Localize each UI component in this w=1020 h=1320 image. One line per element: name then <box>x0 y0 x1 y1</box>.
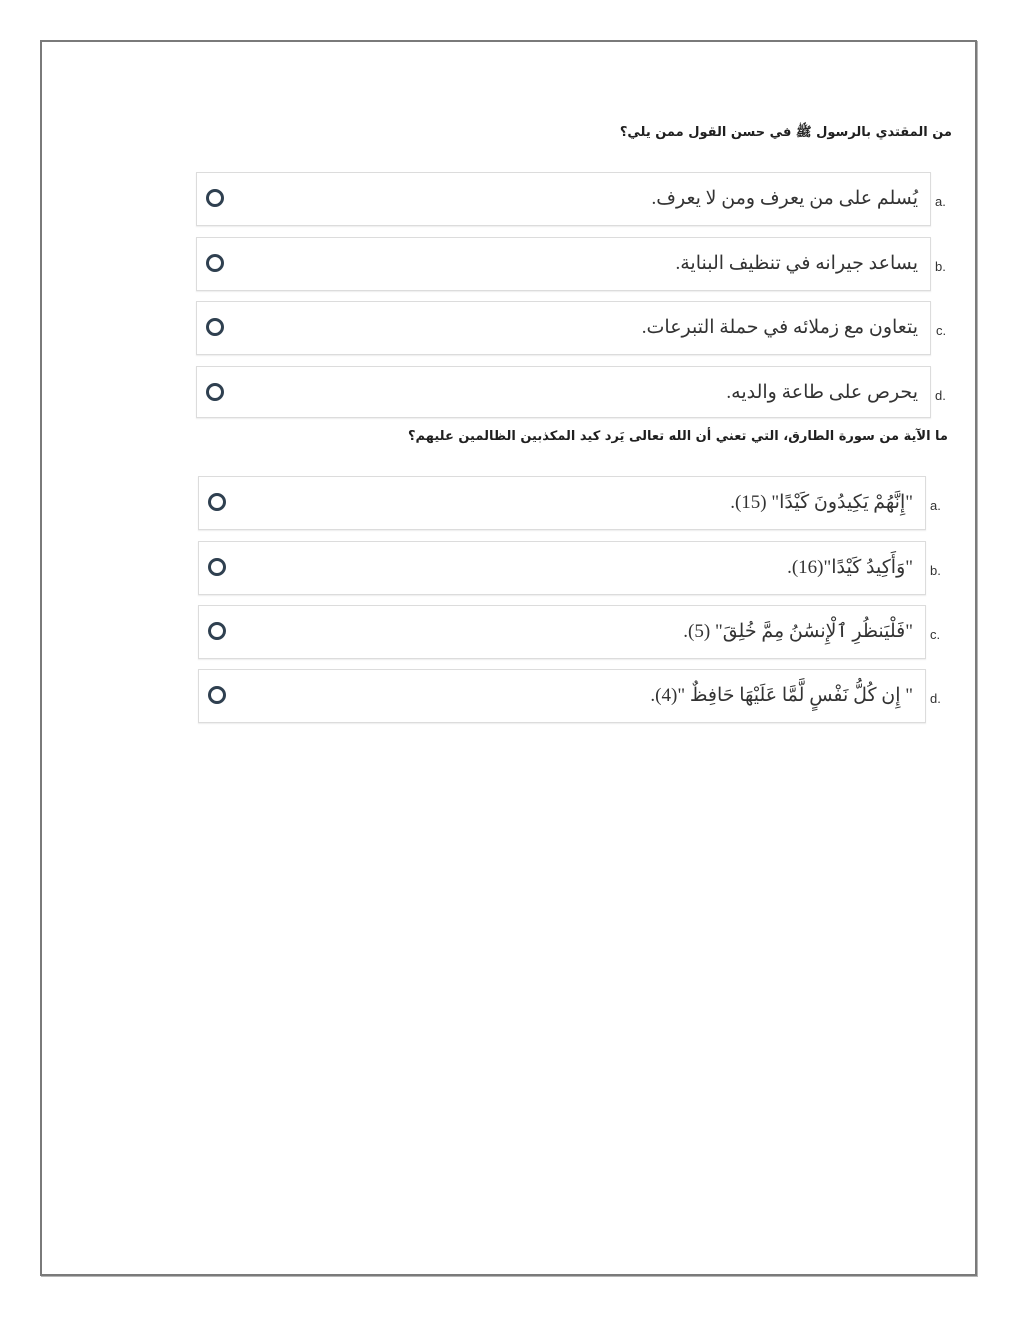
option-text: "إِنَّهُمْ يَكِيدُونَ كَيْدًا" (15). <box>730 492 913 513</box>
option-text: "وَأَكِيدُ كَيْدًا"(16). <box>787 557 913 578</box>
option-letter: b. <box>935 259 946 274</box>
option-text: يتعاون مع زملائه في حملة التبرعات. <box>641 317 918 338</box>
question-1-option-a[interactable] <box>196 172 931 226</box>
option-text: يُسلم على من يعرف ومن لا يعرف. <box>651 188 918 209</box>
question-1-text: من المقتدي بالرسول ﷺ في حسن القول ممن يلي؟ <box>619 125 952 140</box>
question-1-option-d[interactable] <box>196 366 931 418</box>
option-letter: d. <box>935 388 946 403</box>
option-letter: c. <box>936 323 947 338</box>
question-2-option-b[interactable] <box>198 541 926 595</box>
question-2-option-c[interactable] <box>198 605 926 659</box>
option-text: "فَلْيَنظُرِ ٱلْإِنسَٰنُ مِمَّ خُلِقَ" (5). <box>683 621 913 642</box>
radio-button-icon[interactable] <box>206 189 224 207</box>
question-2-text: ما الآية من سورة الطارق، التي تعني أن الله تعالى يَرد كيد المكذبين الظالمين عليهم؟ <box>408 429 948 444</box>
option-text: يحرص على طاعة والديه. <box>726 382 918 403</box>
radio-button-icon[interactable] <box>206 318 224 336</box>
question-1-option-b[interactable] <box>196 237 931 291</box>
radio-button-icon[interactable] <box>206 254 224 272</box>
option-text: يساعد جيرانه في تنظيف البناية. <box>675 253 918 274</box>
radio-button-icon[interactable] <box>208 558 226 576</box>
option-letter: a. <box>930 498 941 513</box>
question-2-option-a[interactable] <box>198 476 926 530</box>
question-1-option-c[interactable] <box>196 301 931 355</box>
question-2-option-d[interactable] <box>198 669 926 723</box>
option-letter: b. <box>930 563 941 578</box>
option-letter: c. <box>930 627 941 642</box>
radio-button-icon[interactable] <box>208 686 226 704</box>
radio-button-icon[interactable] <box>206 383 224 401</box>
radio-button-icon[interactable] <box>208 622 226 640</box>
option-letter: a. <box>935 194 946 209</box>
option-text: " إِن كُلُّ نَفْسٍ لَّمَّا عَلَيْهَا حَافِظٌ "(4). <box>650 685 913 706</box>
radio-button-icon[interactable] <box>208 493 226 511</box>
option-letter: d. <box>930 691 941 706</box>
